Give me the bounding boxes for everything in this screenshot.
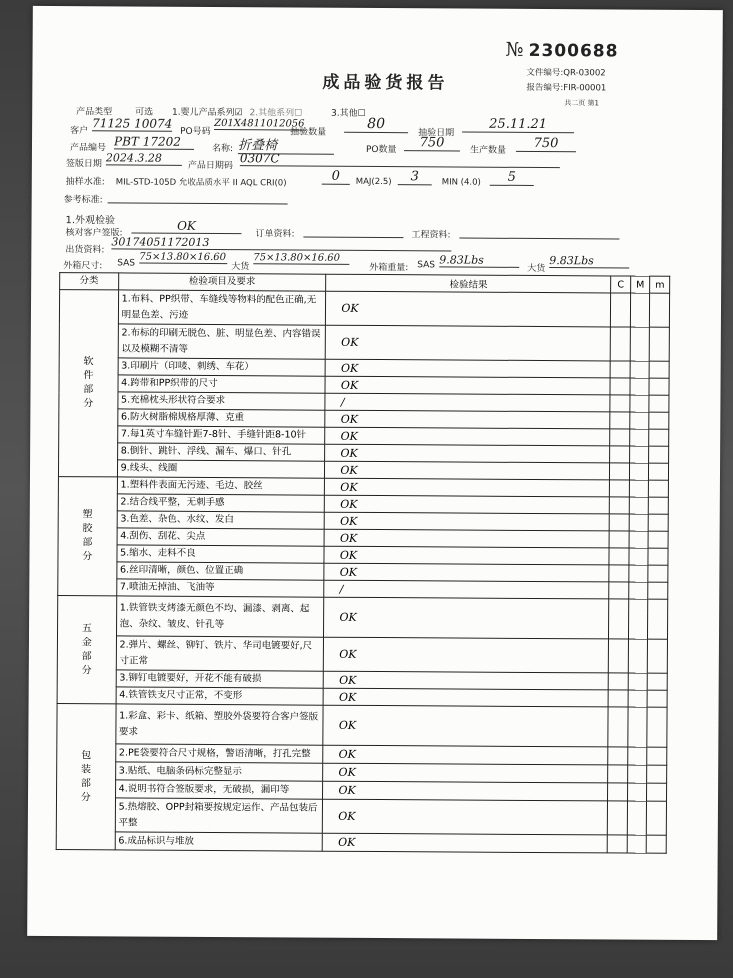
inspection-result: OK: [341, 361, 359, 375]
inspection-item: 3.印刷片（印唛、刺绣、车花）: [118, 358, 326, 376]
inspection-result-cell: [325, 512, 610, 531]
minor-cell: [649, 378, 669, 395]
inspection-result: OK: [339, 673, 357, 687]
c-cell: [610, 361, 630, 378]
inspection-item: 8.倒针、跳针、浮线、漏车、爆口、针孔: [117, 443, 325, 461]
inspection-item: 2.弹片、螺丝、铆钉、铁片、华司电镀要好,尺寸正常: [116, 636, 324, 671]
inspection-result: OK: [338, 835, 356, 849]
number-symbol: №: [505, 38, 524, 61]
inspection-result: OK: [339, 565, 358, 579]
inspection-item: 3.贴纸、电脑条码标完整显示: [115, 762, 323, 781]
inspection-item: 1.铁管铁支烤漆无颜色不均、漏漆、剥离、起泡、杂纹、皱皮、针孔等: [116, 596, 324, 637]
product-type-option-2: 2.其他系列☐: [249, 108, 303, 119]
inspection-result-cell: [324, 637, 609, 673]
inspection-table: [56, 272, 671, 854]
inspection-result-cell: [326, 325, 611, 361]
product-no-label: 产品编号: [69, 143, 107, 154]
inspection-result-cell: [325, 393, 610, 412]
major-cell: [628, 707, 648, 747]
carton-bulk-value: 75×13.80×16.60: [253, 252, 349, 265]
inspection-item: 1.塑料件表面无污迹、毛边、胶丝: [117, 477, 325, 495]
major-cell: [629, 463, 649, 480]
po-qty-label: PO数量: [365, 144, 397, 156]
inspection-result: OK: [338, 809, 356, 823]
c-cell: [610, 463, 630, 480]
number-value: 2300688: [528, 40, 619, 62]
c-cell: [609, 599, 629, 639]
inspection-result-cell: [324, 563, 609, 582]
product-type-option-1: 1.婴儿产品系列☑: [171, 107, 243, 119]
major-cell: [629, 446, 649, 463]
c-cell: [608, 707, 628, 747]
carton-sas-value: 75×13.80×16.60: [139, 251, 227, 264]
min-label: MIN (4.0): [441, 177, 481, 188]
inspection-result: OK: [340, 514, 358, 528]
inspection-result-cell: [325, 444, 610, 463]
c-cell: [609, 639, 629, 673]
major-cell: [630, 293, 650, 327]
major-cell: [628, 747, 648, 765]
inspection-result-cell: [324, 529, 609, 548]
sampling-label: 抽样水准:: [65, 177, 105, 188]
inspection-item: 9.线头、线圈: [117, 460, 325, 478]
major-cell: [629, 480, 649, 497]
c-cell: [610, 429, 630, 446]
inspection-result: /: [340, 395, 345, 409]
major-cell: [627, 801, 647, 835]
appearance-title: 1.外观检验: [65, 215, 116, 227]
inspection-result: OK: [338, 690, 357, 704]
inspection-item: 6.成品标识与堆放: [115, 832, 323, 851]
c-cell: [609, 531, 629, 548]
minor-cell: [647, 765, 667, 783]
prod-date-label: 产品日期码: [187, 160, 233, 172]
customer-label: 客户: [70, 126, 89, 137]
inspection-result: OK: [338, 783, 356, 797]
inspection-item: 4.说明书符合签版要求，无破损，漏印等: [115, 780, 323, 799]
inspection-report-page: [27, 6, 723, 940]
category-cell: [58, 477, 117, 596]
inspection-item: 5.充棉枕头形状符合要求: [118, 392, 326, 410]
weight-label: 外箱重量:: [369, 262, 409, 274]
minor-cell: [647, 690, 667, 707]
table-row: [58, 596, 668, 640]
c-cell: [610, 395, 630, 412]
page-count: 共二页 第1: [564, 99, 599, 108]
inspection-item: 2.结合线平整，无刺手感: [117, 494, 325, 512]
weight-sas-label: SAS: [417, 260, 436, 271]
inspection-item: 1.彩盒、彩卡、纸箱、塑胶外袋要符合客户签版要求: [115, 704, 323, 745]
inspection-item: 2.布标的印刷无脱色、脏、明显色差、内容错误以及模糊不清等: [118, 324, 326, 359]
c-cell: [609, 514, 629, 531]
minor-cell: [649, 361, 669, 378]
inspection-result-cell: [324, 580, 609, 599]
minor-cell: [649, 395, 669, 412]
inspection-result-cell: [324, 671, 609, 690]
file-number: 文件编号:QR-03002: [526, 67, 606, 79]
inspection-result: OK: [338, 747, 356, 761]
inspection-item: 3.色差、杂色、水纹、发白: [117, 511, 325, 529]
inspection-result: OK: [339, 548, 358, 562]
shipping-label: 出货资料:: [65, 245, 105, 256]
c-cell: [608, 765, 628, 783]
cri-value: 0: [322, 169, 350, 185]
inspection-result-cell: [325, 376, 610, 395]
c-cell: [608, 747, 628, 765]
table-row: [56, 798, 666, 836]
c-cell: [609, 565, 629, 582]
po-label: PO号码: [180, 126, 211, 137]
inspection-item: 7.喷油无掉油、飞油等: [116, 579, 324, 597]
c-cell: [608, 801, 628, 835]
category-label: 五金部分: [81, 622, 92, 676]
category-cell: [57, 596, 116, 704]
major-cell: [629, 582, 649, 599]
inspection-result-cell: [325, 478, 610, 497]
inspection-result-cell: [323, 833, 608, 853]
carton-bulk-label: 大货: [231, 262, 250, 273]
major-cell: [627, 765, 647, 783]
category-label: 包装部分: [80, 749, 92, 803]
c-cell: [608, 783, 628, 801]
table-row: [59, 290, 669, 328]
header-category: 分类: [60, 273, 119, 290]
inspection-result: OK: [340, 378, 359, 392]
carton-sas-label: SAS: [117, 258, 136, 269]
minor-cell: [649, 497, 669, 514]
major-cell: [628, 690, 648, 707]
customer-sign-label: 核对客户签版:: [65, 228, 123, 239]
minor-cell: [648, 582, 668, 599]
sample-qty-value: 80: [344, 116, 408, 133]
inspection-result-cell: [325, 410, 610, 429]
inspection-result-cell: [323, 745, 608, 765]
c-cell: [609, 582, 629, 599]
po-value: Z01X4811012056: [214, 118, 305, 130]
minor-cell: [647, 747, 667, 765]
header-c: C: [611, 276, 631, 293]
inspection-item: 1.布料、PP织带、车缝线等物料的配色正确,无明显色差、污迹: [118, 290, 326, 325]
major-cell: [629, 548, 649, 565]
minor-cell: [648, 531, 668, 548]
category-cell: [58, 290, 118, 477]
c-cell: [609, 673, 629, 690]
header-result: 检验结果: [326, 274, 611, 293]
inspection-item: 6.防火树脂棉规格厚薄、克重: [117, 409, 325, 427]
sampling-standard: MIL-STD-105D 允收品质水平 II AQL CRI(0): [115, 177, 287, 189]
minor-cell: [648, 548, 668, 565]
product-no-value: PBT 17202: [114, 134, 194, 149]
major-cell: [630, 429, 650, 446]
inspection-result-cell: [326, 291, 611, 327]
inspection-item: 6.丝印清晰，颜色、位置正确: [116, 562, 324, 580]
inspection-result-cell: [323, 781, 608, 801]
inspection-item: 7.每1英寸车缝针距7-8针、手缝针距8-10针: [117, 426, 325, 444]
inspection-result-cell: [323, 799, 608, 835]
major-cell: [627, 835, 647, 853]
inspection-result: OK: [340, 480, 358, 494]
reference-line: [108, 202, 288, 204]
inspection-result: OK: [340, 429, 358, 443]
table-row: [59, 324, 669, 362]
major-cell: [629, 497, 649, 514]
table-row: [57, 704, 667, 748]
engineering-line: [459, 238, 619, 240]
inspection-result: /: [339, 582, 344, 596]
c-cell: [610, 412, 630, 429]
major-cell: [629, 514, 649, 531]
inspection-result: OK: [340, 463, 358, 477]
inspection-result: OK: [338, 718, 357, 732]
inspection-result: OK: [340, 497, 358, 511]
minor-cell: [650, 293, 670, 327]
report-number: [506, 39, 619, 62]
c-cell: [610, 446, 630, 463]
inspection-result: OK: [341, 301, 359, 315]
inspection-result: OK: [339, 531, 358, 545]
inspection-result-cell: [325, 427, 610, 446]
inspection-result-cell: [323, 763, 608, 783]
major-cell: [629, 565, 649, 582]
minor-cell: [647, 783, 667, 801]
product-type-choice: 可选: [135, 107, 154, 118]
inspection-result: OK: [339, 647, 357, 661]
major-cell: [630, 327, 650, 361]
inspection-result: OK: [338, 765, 356, 779]
inspection-item: 3.铆钉电镀要好，开花不能有破损: [116, 670, 324, 688]
table-body: [56, 290, 669, 854]
inspection-item: 4.跨带和PP织带的尺寸: [118, 375, 326, 393]
minor-cell: [649, 514, 669, 531]
inspection-item: 5.缩水、走料不良: [117, 545, 325, 563]
minor-cell: [649, 463, 669, 480]
major-cell: [628, 599, 648, 639]
inspection-result-cell: [324, 546, 609, 565]
report-code: 报告编号:FIR-00001: [526, 82, 607, 94]
product-type-label: 产品类型: [76, 107, 113, 118]
category-label: 软件部分: [83, 356, 94, 410]
minor-cell: [650, 327, 670, 361]
inspection-result-cell: [323, 688, 608, 707]
sample-date-label: 抽验日期: [418, 128, 455, 139]
c-cell: [610, 378, 630, 395]
header-item: 检验项目及要求: [118, 273, 326, 291]
inspection-result-cell: [325, 461, 610, 480]
minor-cell: [647, 801, 667, 835]
shipping-value: 30174051172013: [111, 235, 451, 251]
minor-cell: [649, 429, 669, 446]
major-cell: [630, 361, 650, 378]
inspection-result: OK: [340, 412, 359, 426]
name-label: 名称:: [211, 143, 234, 155]
minor-cell: [649, 480, 669, 497]
name-value: 折叠椅: [238, 134, 334, 155]
sample-qty-label: 抽验数量: [290, 127, 327, 138]
reference-label: 参考标准:: [63, 195, 103, 206]
sample-date-value: 25.11.21: [462, 117, 574, 134]
po-qty-value: 750: [404, 135, 460, 151]
weight-bulk-label: 大货: [527, 263, 546, 275]
c-cell: [610, 480, 630, 497]
inspection-item: 4.铁管铁支尺寸正常，不变形: [116, 687, 324, 705]
major-cell: [630, 378, 650, 395]
major-cell: [627, 783, 647, 801]
c-cell: [608, 835, 628, 853]
weight-bulk-value: 9.83Lbs: [549, 254, 629, 268]
table-row: [57, 636, 667, 674]
minor-cell: [647, 835, 667, 853]
inspection-item: 4.刮伤、刮花、尖点: [117, 528, 325, 546]
inspection-result: OK: [340, 446, 358, 460]
maj-label: MAJ(2.5): [355, 176, 392, 188]
inspection-result: OK: [341, 335, 359, 349]
approval-date-value: 2024.3.28: [106, 151, 182, 165]
c-cell: [611, 293, 631, 327]
minor-cell: [649, 446, 669, 463]
major-cell: [628, 673, 648, 690]
minor-cell: [649, 412, 669, 429]
inspection-result-cell: [324, 597, 609, 639]
minor-cell: [648, 565, 668, 582]
category-label: 塑胶部分: [82, 509, 93, 563]
major-cell: [628, 639, 648, 673]
inspection-result-cell: [323, 705, 608, 747]
engineering-label: 工程资料:: [411, 230, 451, 241]
header-m-major: M: [630, 276, 650, 293]
c-cell: [611, 327, 631, 361]
prod-qty-label: 生产数量: [469, 145, 507, 156]
major-cell: [630, 412, 650, 429]
inspection-item: 2.PE袋要符合尺寸规格，警语清晰，打孔完整: [115, 744, 323, 763]
table-row: [56, 832, 666, 854]
c-cell: [610, 497, 630, 514]
header-m-minor: m: [650, 276, 670, 293]
inspection-result: OK: [339, 610, 357, 624]
minor-cell: [648, 673, 668, 690]
inspection-result-cell: [325, 495, 610, 514]
approval-date-label: 签版日期: [65, 159, 102, 170]
minor-cell: [648, 599, 668, 639]
maj-value: 3: [398, 169, 432, 185]
page-title: 成品验货报告: [322, 72, 449, 94]
customer-value: 71125 10074: [92, 116, 173, 131]
inspection-result-cell: [325, 359, 610, 378]
c-cell: [608, 690, 628, 707]
major-cell: [629, 531, 649, 548]
minor-cell: [648, 639, 668, 673]
min-value: 5: [490, 170, 534, 186]
carton-size-label: 外箱尺寸:: [63, 261, 103, 272]
customer-sign-value: OK: [131, 219, 241, 235]
order-label: 订单资料:: [255, 229, 295, 240]
product-type-option-3: 3.其他☐: [331, 108, 366, 119]
weight-sas-value: 9.83Lbs: [439, 253, 519, 267]
c-cell: [609, 548, 629, 565]
major-cell: [630, 395, 650, 412]
prod-qty-value: 750: [516, 136, 576, 152]
prod-date-value: 0307C: [240, 151, 560, 168]
minor-cell: [647, 707, 667, 747]
category-cell: [56, 704, 116, 850]
inspection-item: 5.热熔胶、OPP封箱要按规定运作、产品包装后平整: [115, 798, 323, 833]
